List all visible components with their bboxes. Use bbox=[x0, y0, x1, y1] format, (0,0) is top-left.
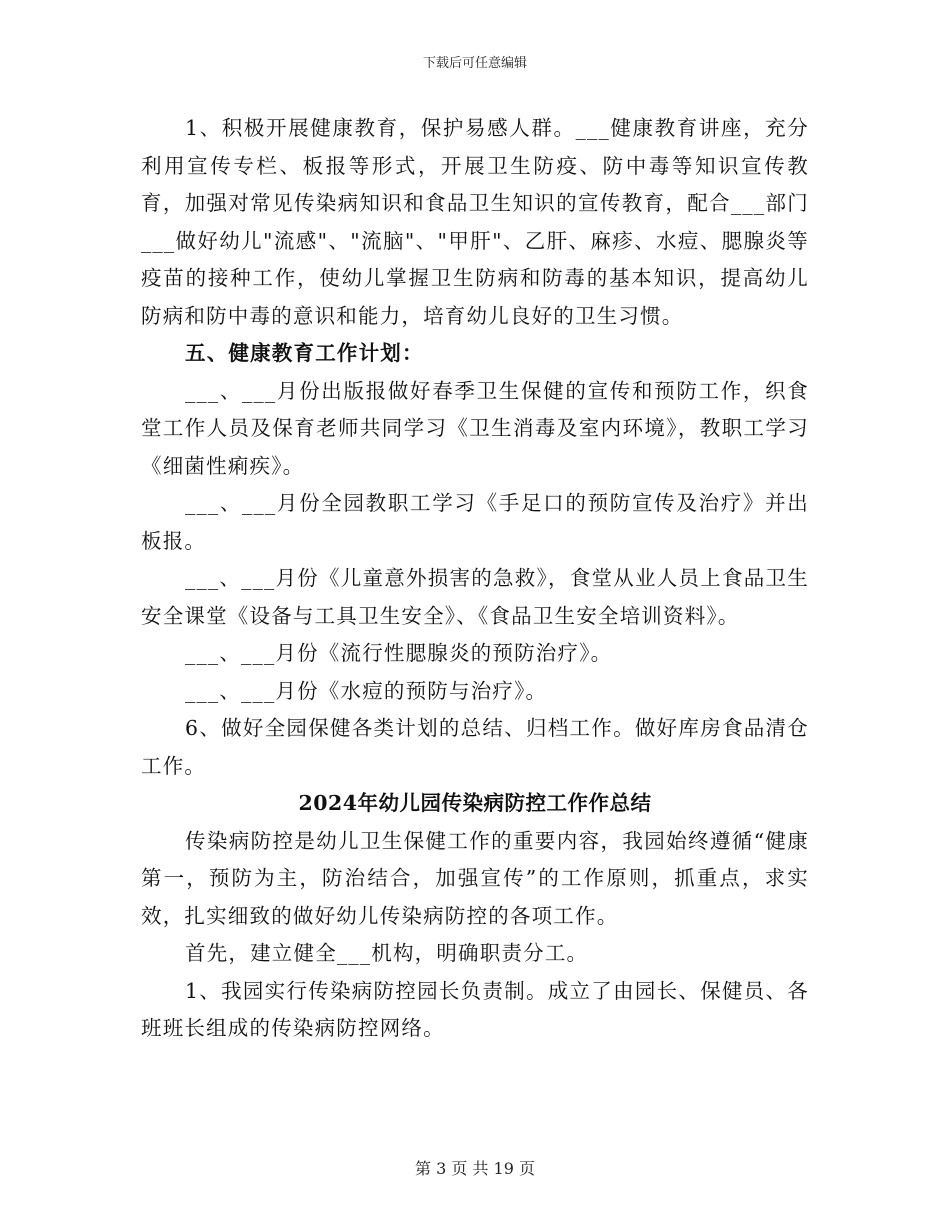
paragraph-health-education: 1、积极开展健康教育，保护易感人群。___健康教育讲座，充分利用宣传专栏、板报等形式，开展卫生防疫、防中毒等知识宣传教育，加强对常见传染病知识和食品卫生知识的宣传教育，配合___部门___做好幼儿"流感"、"流脑"、"甲肝"、乙肝、麻疹、水痘、腮腺炎等疫苗的接种工作，使幼儿掌握卫生防病和防毒的基本知识，提高幼儿防病和防中毒的意识和能力，培育幼儿良好的卫生习惯。 bbox=[141, 116, 809, 328]
section-heading-health-plan: 五、健康教育工作计划： bbox=[185, 341, 424, 365]
paragraph-plan-item-2: ___、___月份全园教职工学习《手足口的预防宣传及治疗》并出板报。 bbox=[141, 491, 809, 553]
page-header-note: 下载后可任意编辑 bbox=[422, 56, 527, 71]
paragraph-plan-item-4: ___、___月份《流行性腮腺炎的预防治疗》。 bbox=[185, 641, 613, 665]
paragraph-plan-item-3: ___、___月份《儿童意外损害的急救》，食堂从业人员上食品卫生安全课堂《设备与工具卫生安全》、《食品卫生安全培训资料》。 bbox=[141, 566, 809, 628]
document-body bbox=[141, 110, 809, 1048]
paragraph-plan-item-5: ___、___月份《水痘的预防与治疗》。 bbox=[185, 678, 548, 703]
paragraph-archive: 6、做好全园保健各类计划的总结、归档工作。做好库房食品清仓工作。 bbox=[141, 716, 809, 778]
paragraph-intro: 传染病防控是幼儿卫生保健工作的重要内容，我园始终遵循“健康第一，预防为主，防治结合，加强宣传”的工作原则，抓重点，求实效，扎实细致的做好幼儿传染病防控的各项工作。 bbox=[141, 828, 809, 928]
paragraph-plan-item-1: ___、___月份出版报做好春季卫生保健的宣传和预防工作，织食堂工作人员及保育老师共同学习《卫生消毒及室内环境》，教职工学习《细菌性痢疾》。 bbox=[141, 378, 809, 478]
page-number: 第 3 页 共 19 页 bbox=[415, 1159, 535, 1178]
paragraph-first: 首先，建立健全___机构，明确职责分工。 bbox=[185, 941, 589, 965]
paragraph-responsibility: 1、我园实行传染病防控园长负责制。成立了由园长、保健员、各班班长组成的传染病防控网络。 bbox=[141, 978, 809, 1040]
document-title: 2024年幼儿园传染病防控工作作总结 bbox=[298, 791, 652, 815]
